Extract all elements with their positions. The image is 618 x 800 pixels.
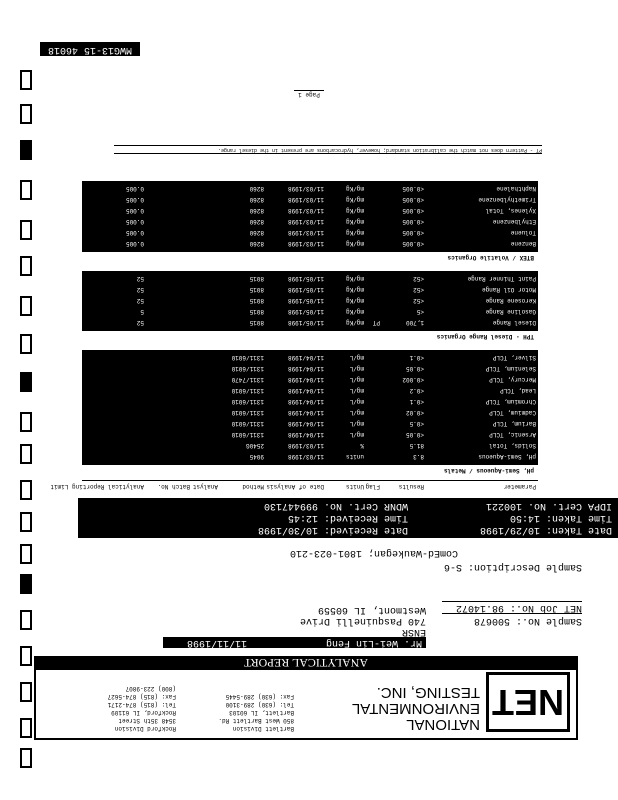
table-cell: <0.1 — [409, 398, 424, 405]
table-cell: <52 — [413, 297, 424, 304]
binder-hole — [20, 480, 32, 500]
dates-block — [78, 498, 618, 538]
table-cell: % — [360, 442, 364, 449]
binder-hole — [20, 412, 32, 432]
table-cell: 11/03/1998 — [287, 185, 324, 192]
table-cell: <0.02 — [405, 409, 424, 416]
table-cell: <0.005 — [402, 240, 424, 247]
table-cell: 1311/6010 — [231, 431, 264, 438]
binder-hole — [20, 512, 32, 532]
table-cell: 11/03/1998 — [287, 196, 324, 203]
table-cell: mg/L — [349, 387, 364, 394]
table-row — [82, 451, 538, 462]
table-cell: Gasoline Range — [485, 308, 536, 315]
table-header-cell: Batch No. — [157, 483, 190, 490]
binder-hole — [20, 70, 32, 90]
table-cell: pH, Semi-Aqueous — [478, 453, 536, 460]
binder-hole — [20, 104, 32, 124]
table-cell: 1311/7470 — [231, 376, 264, 383]
division-line: Fax: (630) 289-5445 — [225, 693, 294, 700]
division-line: 850 West Bartlett Rd. — [218, 717, 294, 724]
binder-hole — [20, 444, 32, 464]
division-line: Tel: (630) 289-3100 — [225, 701, 294, 708]
table-cell: <0.1 — [409, 354, 424, 361]
table-cell: 2540G — [245, 442, 264, 449]
table-cell: 0.005 — [125, 196, 144, 203]
table-cell: 1311/6010 — [231, 409, 264, 416]
division-line: Bartlett, IL 60103 — [229, 709, 294, 716]
table-cell: <0.005 — [402, 229, 424, 236]
table-cell: 11/04/1998 — [287, 365, 324, 372]
table-cell: 11/03/1998 — [287, 229, 324, 236]
table-cell: 11/03/1998 — [287, 207, 324, 214]
table-cell: 8015 — [249, 297, 264, 304]
table-header-cell: Results — [398, 483, 424, 490]
table-cell: 11/05/1998 — [287, 319, 324, 326]
job-number-value: 98.14072 — [455, 602, 504, 613]
binder-hole — [20, 180, 32, 200]
table-cell: mg/Kg — [345, 319, 364, 326]
table-cell: Selenium, TCLP — [485, 365, 536, 372]
table-row — [82, 396, 538, 407]
table-row — [82, 374, 538, 385]
table-cell: 8260 — [249, 218, 264, 225]
table-cell: mg/L — [349, 409, 364, 416]
table-cell: <0.5 — [409, 420, 424, 427]
date-received: Date Received: 10/30/1998 — [257, 524, 408, 535]
table-cell: Arsenic, TCLP — [489, 431, 536, 438]
sample-description-text: Sample Description: S-6 — [443, 561, 582, 572]
table-header — [50, 480, 538, 492]
table-cell: 52 — [136, 275, 144, 282]
table-cell: mg/Kg — [345, 286, 364, 293]
table-cell: Mercury, TCLP — [489, 376, 536, 383]
table-row — [82, 284, 538, 295]
section-title: pH, Semi-Aqueous / Metals — [82, 464, 538, 476]
table-cell: 11/04/1998 — [287, 354, 324, 361]
sample-location: ComEd-Waukegan; 1801-023-210 — [289, 547, 458, 558]
table-header-cell: Units — [345, 483, 364, 490]
table-cell: 11/04/1998 — [287, 409, 324, 416]
table-header-cell: Method — [242, 483, 264, 490]
table-cell: 11/05/1998 — [287, 308, 324, 315]
binder-hole — [20, 334, 32, 354]
binder-hole — [20, 748, 32, 768]
recipient-name: Mr. Wei-Lin Feng — [196, 637, 426, 648]
binder-hole — [20, 296, 32, 316]
binder-hole — [20, 220, 32, 240]
table-row — [82, 352, 538, 363]
division-line: Bartlett Division — [232, 725, 294, 732]
table-cell: 8260 — [249, 240, 264, 247]
binder-hole — [20, 610, 32, 630]
table-cell: <0.002 — [402, 376, 424, 383]
table-cell: mg/L — [349, 376, 364, 383]
time-taken: Time Taken: 14:50 — [509, 512, 612, 523]
page-label: Page 1 — [294, 90, 324, 98]
binder-hole — [20, 372, 32, 392]
wdnr-cert: WDNR Cert. No. 999447130 — [263, 500, 408, 511]
table-row — [82, 418, 538, 429]
table-cell: 1311/6010 — [231, 420, 264, 427]
job-number — [442, 601, 582, 614]
binder-hole — [20, 256, 32, 276]
division-line: Rockford, IL 61109 — [111, 709, 176, 716]
table-cell: Toluene — [510, 229, 536, 236]
division-line: Tel: (815) 874-2171 — [107, 701, 176, 708]
binder-hole — [20, 140, 32, 160]
table-row — [82, 385, 538, 396]
sample-number-label: Sample No.: — [515, 615, 582, 626]
table-cell: 11/04/1998 — [287, 431, 324, 438]
table-cell: 0.005 — [125, 240, 144, 247]
division-rockford — [66, 684, 176, 732]
table-cell: Solids, Total — [489, 442, 536, 449]
section-block — [82, 181, 538, 251]
company-name-line2: ENVIRONMENTAL — [351, 700, 480, 717]
table-cell: mg/L — [349, 398, 364, 405]
table-cell: mg/Kg — [345, 240, 364, 247]
table-row — [82, 227, 538, 238]
table-cell: Naphthalene — [496, 185, 536, 192]
report-date: 11/11/1998 — [163, 637, 250, 648]
table-cell: mg/Kg — [345, 196, 364, 203]
table-cell: <0.005 — [402, 218, 424, 225]
table-cell: 11/03/1998 — [287, 442, 324, 449]
table-row — [82, 306, 538, 317]
company-name-line3: TESTING, INC. — [376, 684, 480, 701]
table-cell: <52 — [413, 286, 424, 293]
division-line: 3548 35th Street — [118, 717, 176, 724]
table-cell: 0.005 — [125, 207, 144, 214]
document-id-stamp: MWG13-15 46018 — [40, 42, 140, 56]
table-row — [82, 205, 538, 216]
binder-hole — [20, 718, 32, 738]
table-cell: 0.005 — [125, 218, 144, 225]
table-cell: mg/L — [349, 420, 364, 427]
table-header-cell: Parameter — [503, 483, 536, 490]
table-cell: Trimethylbenzene — [478, 196, 536, 203]
table-cell: 8015 — [249, 275, 264, 282]
table-cell: 1,700 — [405, 319, 424, 326]
table-cell: 8015 — [249, 319, 264, 326]
results-table — [50, 142, 538, 492]
table-cell: Paint Thinner Range — [467, 275, 536, 282]
table-cell: <0.05 — [405, 365, 424, 372]
table-cell: <0.005 — [402, 196, 424, 203]
table-cell: Kerosene Range — [485, 297, 536, 304]
sample-description — [22, 560, 582, 572]
table-cell: Xylenes, Total — [485, 207, 536, 214]
company-logo: NET — [486, 672, 570, 732]
table-cell: Benzene — [510, 240, 536, 247]
table-cell: mg/Kg — [345, 297, 364, 304]
table-row — [82, 238, 538, 249]
recipient-street: 740 Pasquinelli Drive — [299, 615, 426, 626]
table-header-cell: Analytical Reporting Limit — [50, 483, 144, 490]
table-cell: 8015 — [249, 286, 264, 293]
table-cell: 81.5 — [409, 442, 424, 449]
table-cell: mg/Kg — [345, 218, 364, 225]
table-cell: mg/Kg — [345, 229, 364, 236]
division-line: (800) 223-9807 — [125, 685, 176, 692]
table-cell: Motor Oil Range — [481, 286, 536, 293]
table-row — [82, 429, 538, 440]
table-cell: PT — [372, 319, 380, 326]
table-cell: 8.3 — [413, 453, 424, 460]
table-cell: 52 — [136, 286, 144, 293]
table-row — [82, 216, 538, 227]
table-cell: <0.05 — [405, 431, 424, 438]
table-row — [82, 183, 538, 194]
table-cell: 5 — [140, 308, 144, 315]
table-cell: 0.005 — [125, 229, 144, 236]
table-cell: mg/L — [349, 354, 364, 361]
table-cell: mg/Kg — [345, 185, 364, 192]
table-cell: Lead, TCLP — [499, 387, 536, 394]
table-cell: mg/L — [349, 365, 364, 372]
binder-hole — [20, 682, 32, 702]
section-title: BTEX / Volatile Organics — [82, 251, 538, 263]
table-cell: 52 — [136, 319, 144, 326]
company-name — [320, 684, 480, 732]
table-row — [82, 273, 538, 284]
sample-number-value: 500678 — [473, 615, 510, 626]
table-row — [82, 295, 538, 306]
table-cell: 11/05/1998 — [287, 297, 324, 304]
table-cell: Chromium, TCLP — [485, 398, 536, 405]
table-cell: <5 — [416, 308, 424, 315]
table-row — [82, 407, 538, 418]
table-cell: 1311/6010 — [231, 387, 264, 394]
table-row — [82, 194, 538, 205]
company-name-line1: NATIONAL — [406, 716, 480, 733]
table-cell: mg/Kg — [345, 275, 364, 282]
table-cell: 11/04/1998 — [287, 398, 324, 405]
division-bartlett — [184, 692, 294, 732]
table-cell: 11/05/1998 — [287, 275, 324, 282]
table-cell: 1311/6010 — [231, 354, 264, 361]
table-cell: Silver, TCLP — [492, 354, 536, 361]
table-header-cell: Analyst — [192, 483, 218, 490]
table-cell: 1311/6010 — [231, 398, 264, 405]
table-cell: Ethylbenzene — [492, 218, 536, 225]
table-cell: 11/03/1998 — [287, 240, 324, 247]
binder-hole — [20, 574, 32, 594]
section-block — [82, 271, 538, 330]
sample-number — [442, 615, 582, 626]
section-title: TPH - Diesel Range Organics — [82, 330, 538, 342]
table-header-cell: Flag — [365, 483, 380, 490]
table-cell: mg/Kg — [345, 207, 364, 214]
table-row — [82, 363, 538, 374]
table-header-cell: Date of Analysis — [266, 483, 324, 490]
job-number-label: NET Job No.: — [509, 602, 582, 613]
table-cell: 52 — [136, 297, 144, 304]
recipient-city: Westmont, IL 60559 — [317, 604, 426, 615]
table-row — [82, 317, 538, 328]
table-cell: 11/04/1998 — [287, 376, 324, 383]
table-cell: units — [345, 453, 364, 460]
table-cell: 8260 — [249, 229, 264, 236]
table-cell: <0.2 — [409, 387, 424, 394]
table-cell: 9045 — [249, 453, 264, 460]
table-cell: <52 — [413, 275, 424, 282]
table-cell: <0.005 — [402, 185, 424, 192]
time-received: Time Received: 12:45 — [287, 512, 408, 523]
table-cell: mg/L — [349, 431, 364, 438]
table-cell: Barium, TCLP — [492, 420, 536, 427]
report-title: ANALYTICAL REPORT — [34, 656, 578, 670]
section-block — [82, 350, 538, 464]
division-line: Fax: (815) 874-5627 — [107, 693, 176, 700]
recipient-company: ENSR — [401, 626, 426, 637]
binder-hole — [20, 646, 32, 666]
idpa-cert: IDPA Cert. No. 100221 — [485, 500, 612, 511]
table-cell: <0.005 — [402, 207, 424, 214]
table-cell: 1311/6010 — [231, 365, 264, 372]
table-cell: 8260 — [249, 196, 264, 203]
pattern-note: PT - Pattern does not match the calibration standard; however, hydrocarbons are present in the diesel range. — [114, 145, 542, 154]
table-cell: 8260 — [249, 207, 264, 214]
table-cell: Cadmium, TCLP — [489, 409, 536, 416]
table-cell: 8015 — [249, 308, 264, 315]
table-cell: 11/03/1998 — [287, 218, 324, 225]
table-cell: 11/04/1998 — [287, 387, 324, 394]
table-cell: 0.005 — [125, 185, 144, 192]
table-cell: mg/Kg — [345, 308, 364, 315]
table-row — [82, 440, 538, 451]
table-cell: Diesel Range — [492, 319, 536, 326]
division-line: Rockford Division — [114, 725, 176, 732]
table-cell: 8260 — [249, 185, 264, 192]
table-cell: 11/04/1998 — [287, 420, 324, 427]
table-cell: 11/05/1998 — [287, 286, 324, 293]
letterhead — [34, 666, 578, 740]
date-taken: Date Taken: 10/29/1998 — [479, 524, 612, 535]
table-cell: 11/03/1998 — [287, 453, 324, 460]
